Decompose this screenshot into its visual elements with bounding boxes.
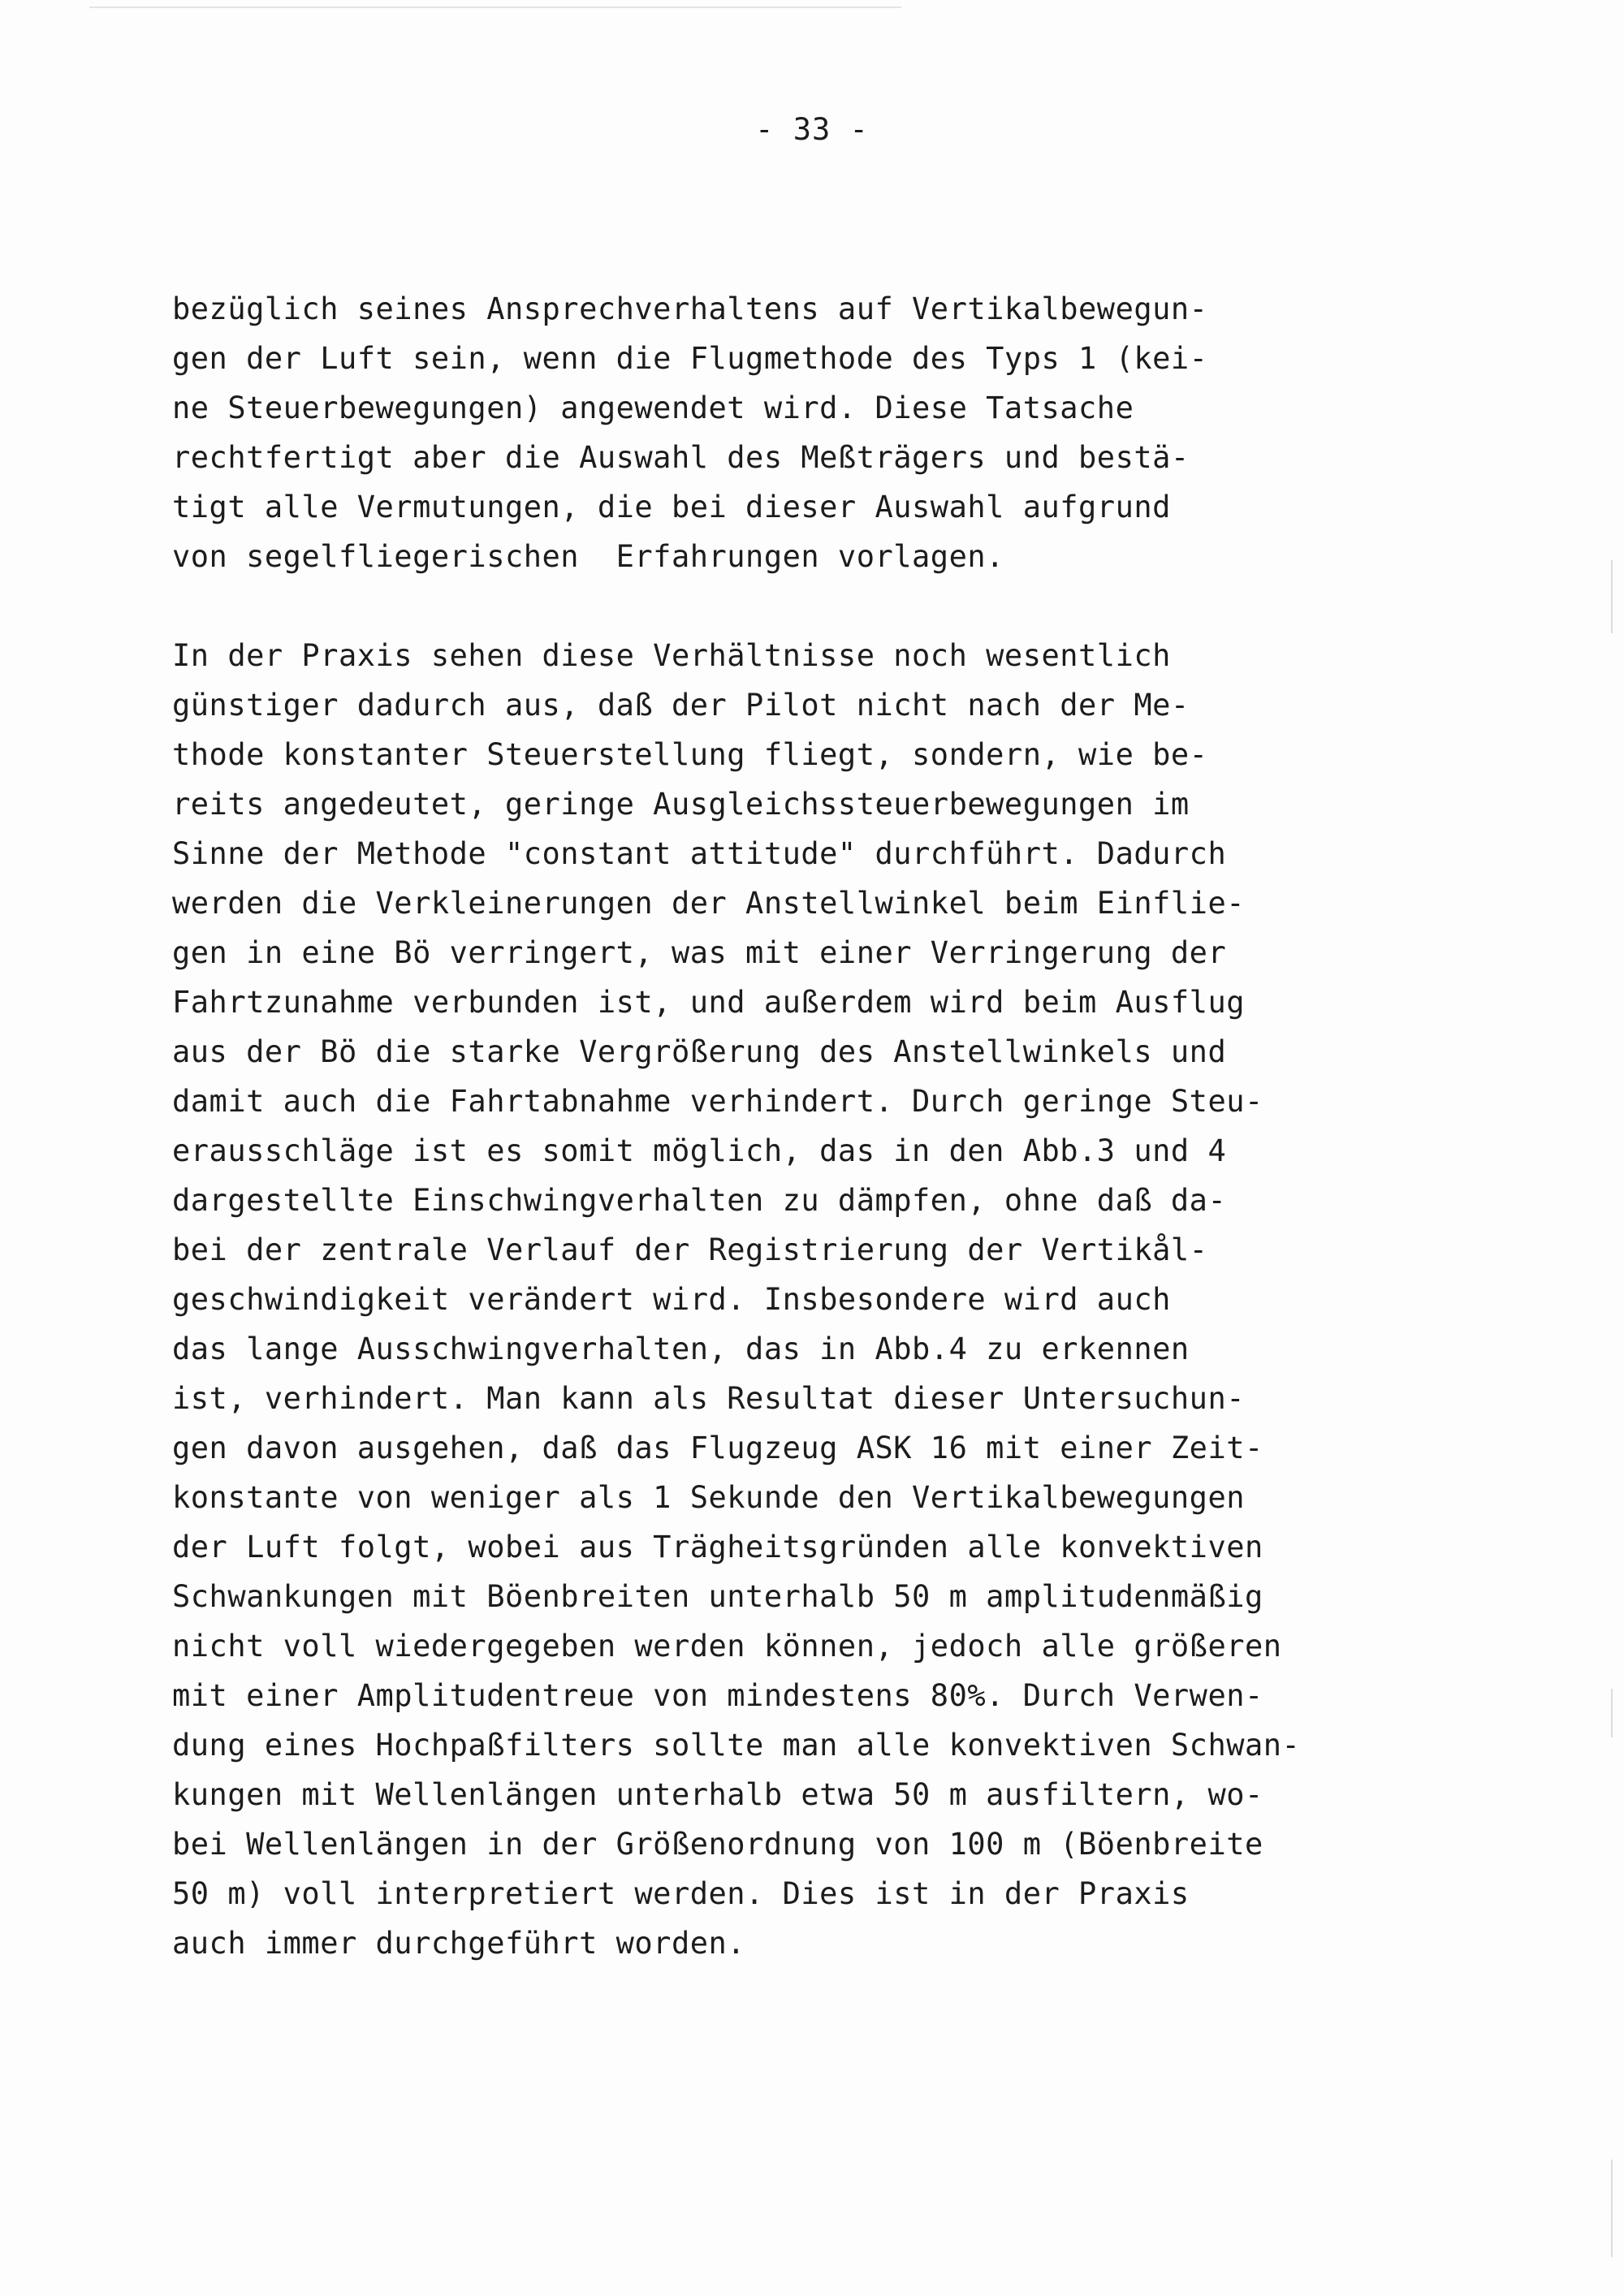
text-line: ist, verhindert. Man kann als Resultat dieser Untersuchun- bbox=[172, 1381, 1246, 1416]
text-line: Schwankungen mit Böenbreiten unterhalb 50 m amplitudenmäßig bbox=[172, 1579, 1263, 1614]
text-line: In der Praxis sehen diese Verhältnisse noch wesentlich bbox=[172, 638, 1171, 673]
text-line: 50 m) voll interpretiert werden. Dies ist in der Praxis bbox=[172, 1876, 1190, 1911]
text-line: erausschläge ist es somit möglich, das in den Abb.3 und 4 bbox=[172, 1133, 1227, 1168]
text-line: gen davon ausgehen, daß das Flugzeug ASK 16 mit einer Zeit- bbox=[172, 1431, 1263, 1465]
text-line: thode konstanter Steuerstellung fliegt, sondern, wie be- bbox=[172, 737, 1208, 772]
text-line: günstiger dadurch aus, daß der Pilot nicht nach der Me- bbox=[172, 688, 1190, 723]
text-line: werden die Verkleinerungen der Anstellwinkel beim Einflie- bbox=[172, 886, 1246, 921]
paragraph bbox=[172, 631, 1553, 1968]
scan-margin-mark bbox=[1611, 560, 1613, 633]
text-line: gen der Luft sein, wenn die Flugmethode des Typs 1 (kei- bbox=[172, 341, 1208, 376]
text-line: nicht voll wiedergegeben werden können, jedoch alle größeren bbox=[172, 1629, 1282, 1664]
text-line: von segelfliegerischen Erfahrungen vorlagen. bbox=[172, 539, 1004, 574]
text-line: bezüglich seines Ansprechverhaltens auf Vertikalbewegun- bbox=[172, 291, 1208, 326]
text-line: mit einer Amplitudentreue von mindestens 80%. Durch Verwen- bbox=[172, 1678, 1263, 1713]
paragraph bbox=[172, 284, 1553, 581]
text-line: gen in eine Bö verringert, was mit einer Verringerung der bbox=[172, 935, 1227, 970]
text-line: bei Wellenlängen in der Größenordnung von 100 m (Böenbreite bbox=[172, 1827, 1263, 1862]
text-line: geschwindigkeit verändert wird. Insbesondere wird auch bbox=[172, 1282, 1171, 1317]
text-line: der Luft folgt, wobei aus Trägheitsgründen alle konvektiven bbox=[172, 1530, 1263, 1564]
text-line: kungen mit Wellenlängen unterhalb etwa 50 m ausfiltern, wo- bbox=[172, 1777, 1263, 1812]
scan-edge-line bbox=[89, 6, 901, 8]
page-number: - 33 - bbox=[755, 112, 869, 147]
text-line: dargestellte Einschwingverhalten zu dämpfen, ohne daß da- bbox=[172, 1183, 1227, 1218]
text-line: das lange Ausschwingverhalten, das in Abb.4 zu erkennen bbox=[172, 1331, 1190, 1366]
text-line: Sinne der Methode "constant attitude" durchführt. Dadurch bbox=[172, 836, 1227, 871]
text-line: damit auch die Fahrtabnahme verhindert. Durch geringe Steu- bbox=[172, 1084, 1263, 1119]
text-line: ne Steuerbewegungen) angewendet wird. Diese Tatsache bbox=[172, 391, 1134, 425]
text-line: tigt alle Vermutungen, die bei dieser Auswahl aufgrund bbox=[172, 490, 1171, 524]
text-line: rechtfertigt aber die Auswahl des Meßträgers und bestä- bbox=[172, 440, 1190, 475]
text-line: aus der Bö die starke Vergrößerung des Anstellwinkels und bbox=[172, 1034, 1227, 1069]
scan-margin-mark bbox=[1611, 1689, 1613, 1737]
text-line: auch immer durchgeführt worden. bbox=[172, 1926, 746, 1961]
text-line: bei der zentrale Verlauf der Registrierung der Vertikål- bbox=[172, 1232, 1208, 1267]
text-line: konstante von weniger als 1 Sekunde den Vertikalbewegungen bbox=[172, 1480, 1246, 1515]
text-line: dung eines Hochpaßfilters sollte man alle konvektiven Schwan- bbox=[172, 1728, 1301, 1763]
text-line: Fahrtzunahme verbunden ist, und außerdem wird beim Ausflug bbox=[172, 985, 1246, 1020]
scan-margin-mark bbox=[1611, 2160, 1613, 2257]
text-line: reits angedeutet, geringe Ausgleichssteuerbewegungen im bbox=[172, 787, 1190, 822]
